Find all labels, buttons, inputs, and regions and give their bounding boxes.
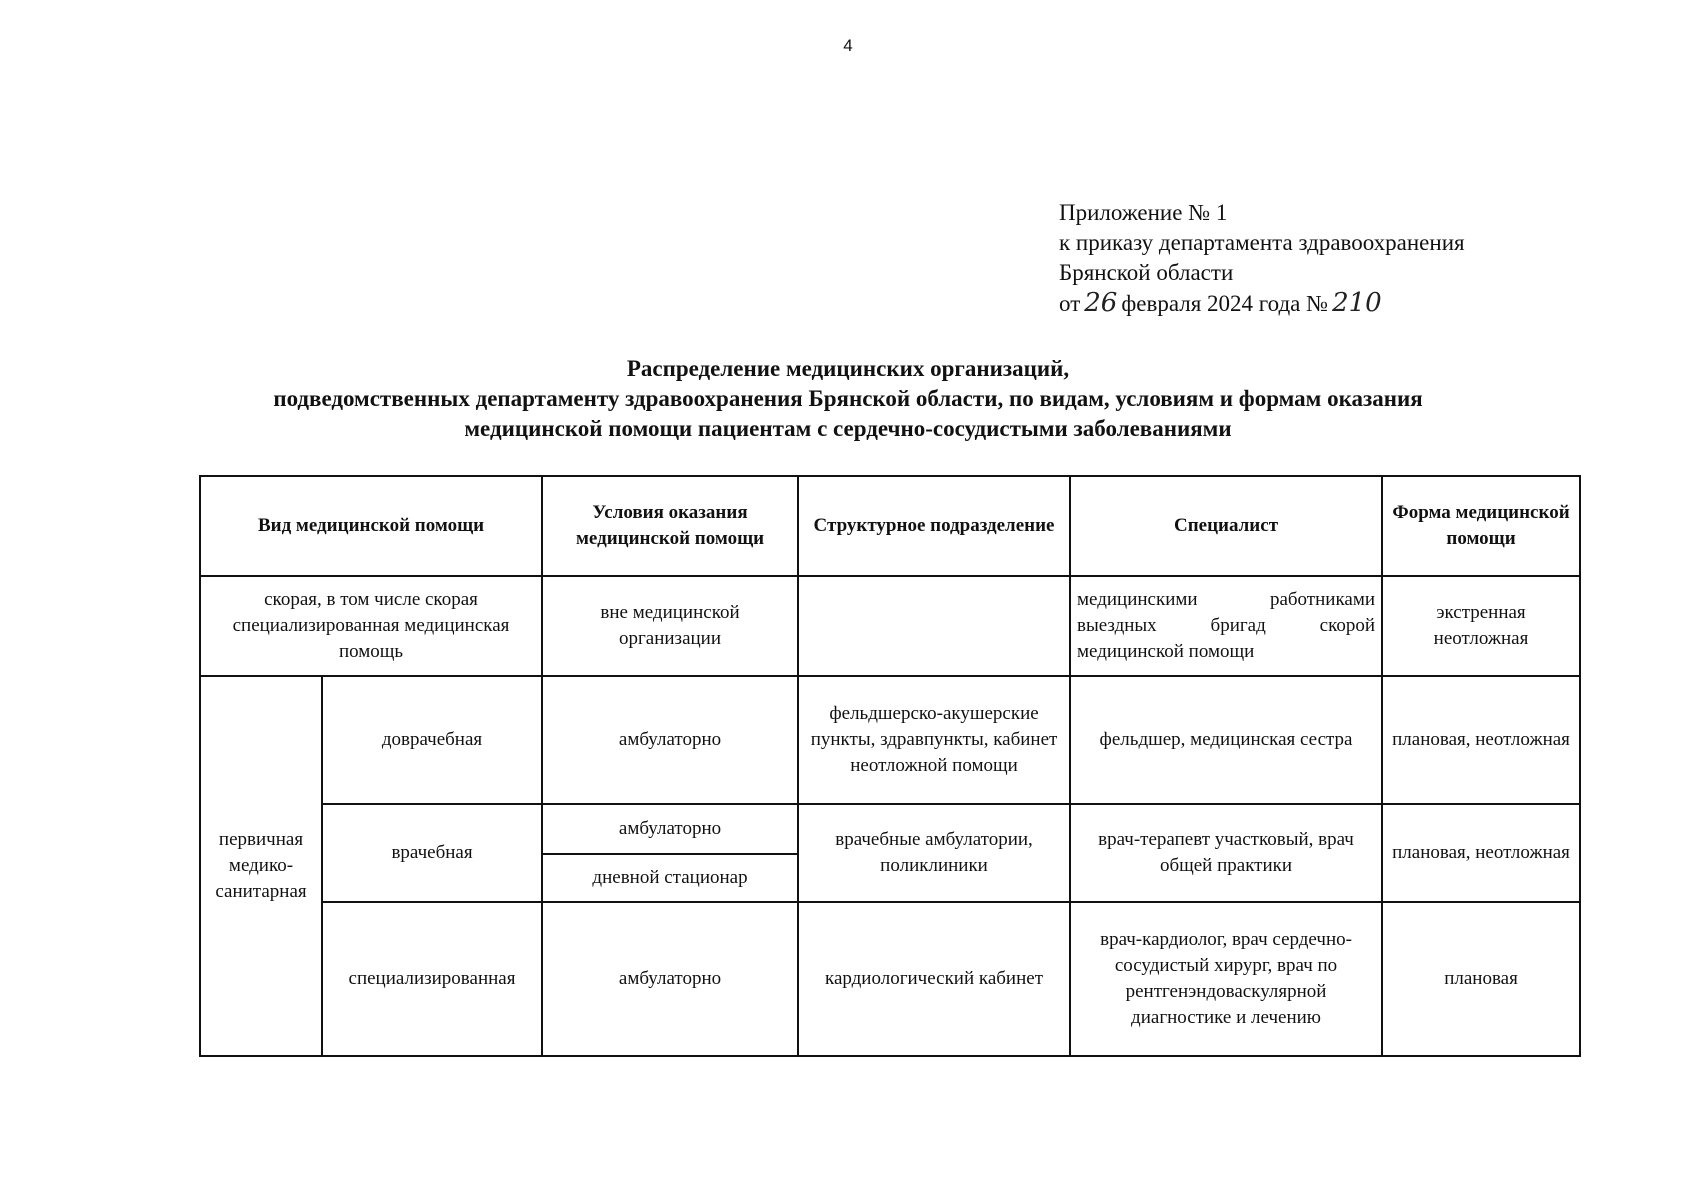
cell-physician-conditions-1: амбулаторно [542,804,798,854]
cell-prephysician-subtype: доврачебная [322,676,542,804]
title-line-2: подведомственных департаменту здравоохранения Брянской области, по видам, условиям и формам оказания [273,386,1423,411]
table-row [200,576,1580,676]
header-specialist: Специалист [1070,476,1382,576]
cell-specialized-subtype: специализированная [322,902,542,1056]
handwritten-order-number: 210 [1332,288,1382,318]
table-row [200,902,1580,1056]
cell-emergency-unit [798,576,1070,676]
cell-physician-conditions-2: дневной стационар [542,854,798,902]
cell-primary-group: первичная медико-санитарная [200,676,322,1056]
date-prefix: от [1059,291,1081,316]
cell-physician-unit: врачебные амбулатории, поликлиники [798,804,1070,902]
title-line-1: Распределение медицинских организаций, [626,356,1070,381]
title-line-3: медицинской помощи пациентам с сердечно-сосудистыми заболеваниями [464,416,1232,441]
appendix-line-2: к приказу департамента здравоохранения [1059,230,1465,255]
handwritten-day: 26 [1084,288,1118,318]
cell-specialized-specialist: врач-кардиолог, врач сердечно-сосудистый хирург, врач по рентгенэндоваскулярной диагностике и лечению [1070,902,1382,1056]
distribution-table [199,475,1581,1057]
table-row [200,804,1580,854]
table-header-row [200,476,1580,576]
cell-physician-form: плановая, неотложная [1382,804,1580,902]
header-form: Форма медицинской помощи [1382,476,1580,576]
header-type: Вид медицинской помощи [200,476,542,576]
appendix-line-1: Приложение № 1 [1059,200,1228,225]
cell-prephysician-conditions: амбулаторно [542,676,798,804]
header-unit: Структурное подразделение [798,476,1070,576]
header-conditions: Условия оказания медицинской помощи [542,476,798,576]
cell-emergency-form: экстренная неотложная [1382,576,1580,676]
cell-physician-specialist: врач-терапевт участковый, врач общей практики [1070,804,1382,902]
cell-emergency-type: скорая, в том числе скорая специализированная медицинская помощь [200,576,542,676]
cell-emergency-specialist: медицинскими работниками выездных бригад скорой медицинской помощи [1070,576,1382,676]
appendix-date-line [1059,288,1465,319]
page-number: 4 [843,36,853,55]
appendix-header [1059,198,1465,319]
date-rest: февраля 2024 года № [1121,291,1329,316]
cell-specialized-unit: кардиологический кабинет [798,902,1070,1056]
cell-prephysician-specialist: фельдшер, медицинская сестра [1070,676,1382,804]
cell-prephysician-form: плановая, неотложная [1382,676,1580,804]
document-title [0,354,1696,444]
table-row [200,676,1580,804]
cell-specialized-conditions: амбулаторно [542,902,798,1056]
cell-prephysician-unit: фельдшерско-акушерские пункты, здравпункты, кабинет неотложной помощи [798,676,1070,804]
cell-physician-subtype: врачебная [322,804,542,902]
cell-emergency-conditions: вне медицинской организации [542,576,798,676]
appendix-line-3: Брянской области [1059,260,1234,285]
cell-specialized-form: плановая [1382,902,1580,1056]
